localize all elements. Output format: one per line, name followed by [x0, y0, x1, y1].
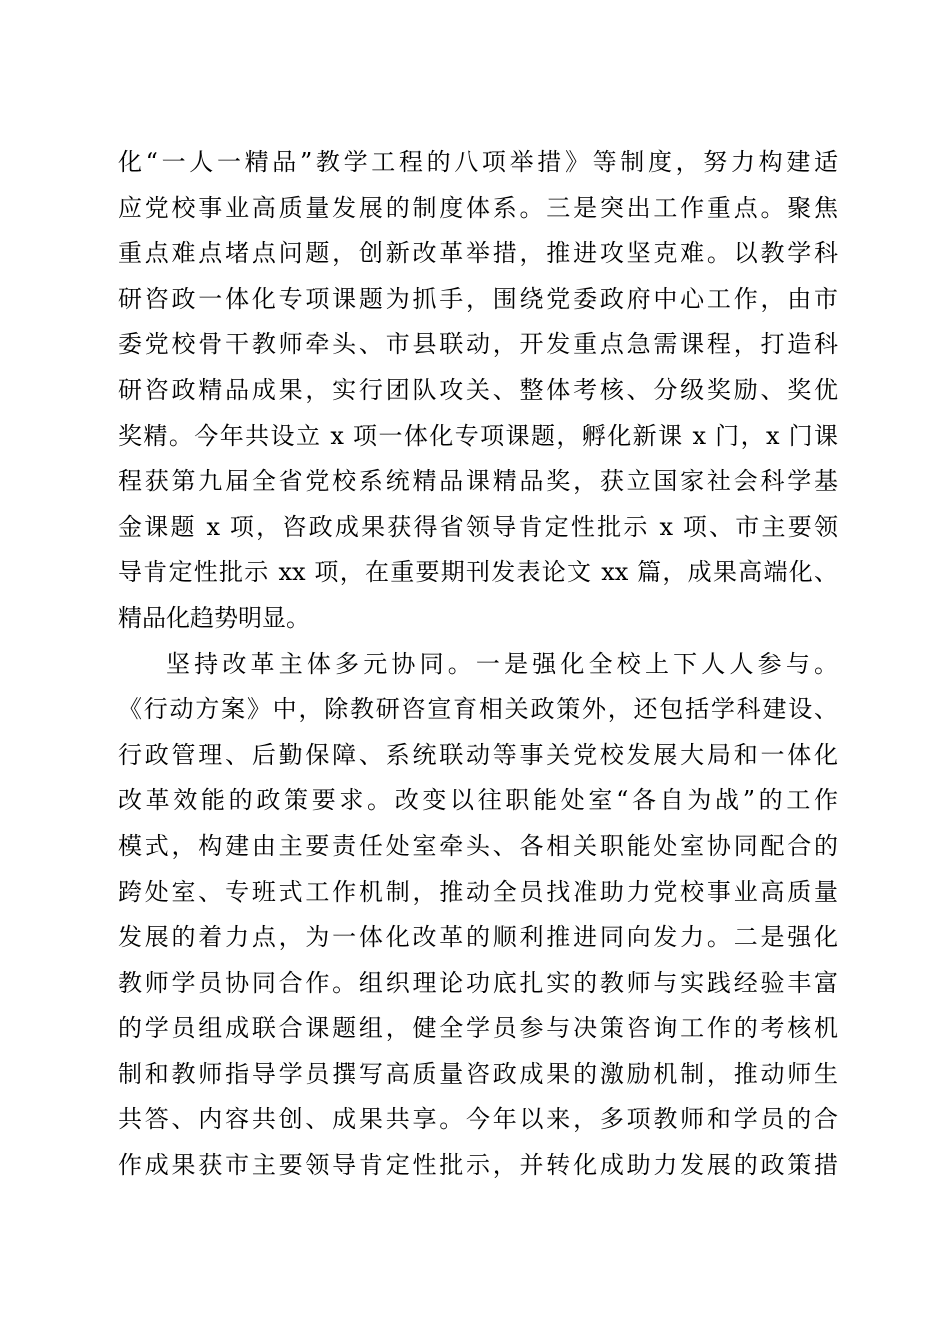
text-line: 教师学员协同合作。组织理论功底扎实的教师与实践经验丰富 [118, 968, 838, 997]
text-line: 委党校骨干教师牵头、市县联动，开发重点急需课程，打造科 [118, 330, 838, 359]
text-line: 改革效能的政策要求。改变以往职能处室“各自为战”的工作 [118, 786, 838, 815]
text-line: 模式，构建由主要责任处室牵头、各相关职能处室协同配合的 [118, 831, 838, 860]
text-line: 金课题 x 项，咨政成果获得省领导肯定性批示 x 项、市主要领 [118, 512, 838, 541]
text-line: 行政管理、后勤保障、系统联动等事关党校发展大局和一体化 [118, 740, 838, 769]
text-line: 应党校事业高质量发展的制度体系。三是突出工作重点。聚焦 [118, 193, 838, 222]
text-line: 程获第九届全省党校系统精品课精品奖，获立国家社会科学基 [118, 467, 838, 496]
text-line: 制和教师指导学员撰写高质量咨政成果的激励机制，推动师生 [118, 1059, 838, 1088]
text-line: 研咨政精品成果，实行团队攻关、整体考核、分级奖励、奖优 [118, 375, 838, 404]
text-line: 作成果获市主要领导肯定性批示，并转化成助力发展的政策措 [118, 1151, 838, 1180]
text-line: 共答、内容共创、成果共享。今年以来，多项教师和学员的合 [118, 1105, 838, 1134]
paragraph-2 [118, 642, 838, 1189]
text-line: 导肯定性批示 xx 项，在重要期刊发表论文 xx 篇，成果高端化、 [118, 558, 838, 587]
text-line: 《行动方案》中，除教研咨宣育相关政策外，还包括学科建设、 [118, 695, 838, 724]
text-line: 研咨政一体化专项课题为抓手，围绕党委政府中心工作，由市 [118, 284, 838, 313]
text-line: 跨处室、专班式工作机制，推动全员找准助力党校事业高质量 [118, 877, 838, 906]
text-line: 奖精。今年共设立 x 项一体化专项课题，孵化新课 x 门，x 门课 [118, 421, 838, 450]
text-line: 坚持改革主体多元协同。一是强化全校上下人人参与。 [166, 649, 838, 678]
text-line: 的学员组成联合课题组，健全学员参与决策咨询工作的考核机 [118, 1014, 838, 1043]
paragraph-1 [118, 140, 838, 642]
text-line: 化“一人一精品”教学工程的八项举措》等制度，努力构建适 [118, 148, 838, 176]
text-line: 精品化趋势明显。 [118, 603, 310, 632]
text-line: 发展的着力点，为一体化改革的顺利推进同向发力。二是强化 [118, 923, 838, 952]
text-line: 重点难点堵点问题，创新改革举措，推进攻坚克难。以教学科 [118, 239, 838, 268]
body-text [118, 140, 838, 1189]
